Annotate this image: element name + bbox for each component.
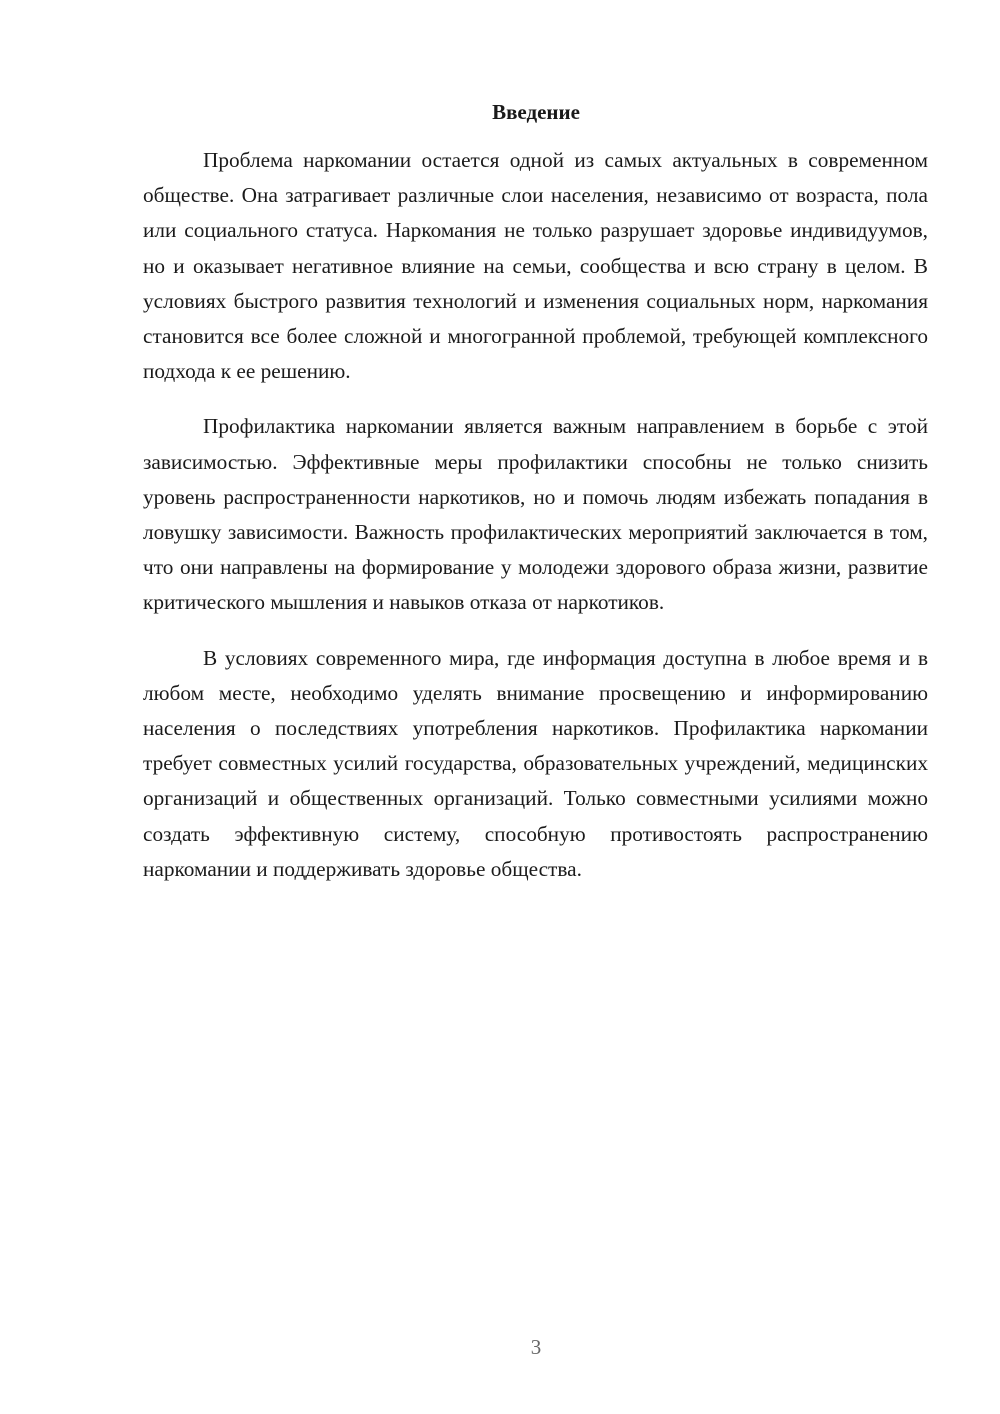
paragraph-2: Профилактика наркомании является важным направлением в борьбе с этой зависимостью. Эффективные меры профилактики способны не только снизить уровень распространенности наркотиков, но и помочь людям избежать попадания в ловушку зависимости. Важность профилактических мероприятий заключается в том, что они направлены на формирование у молодежи здорового образа жизни, развитие критического мышления и навыков отказа от наркотиков. <box>143 414 928 615</box>
paragraph-3: В условиях современного мира, где информация доступна в любое время и в любом месте, необходимо уделять внимание просвещению и информированию населения о последствиях употребления наркотиков. Профилактика наркомании требует совместных усилий государства, образовательных учреждений, медицинских организаций и общественных организаций. Только совместными усилиями можно создать эффективную систему, способную противостоять распространению наркомании и поддерживать здоровье общества. <box>143 645 928 881</box>
paragraph-1: Проблема наркомании остается одной из самых актуальных в современном обществе. Она затрагивает различные слои населения, независимо от возраста, пола или социального статуса. Наркомания не только разрушает здоровье индивидуумов, но и оказывает негативное влияние на семьи, сообщества и всю страну в целом. В условиях быстрого развития технологий и изменения социальных норм, наркомания становится все более сложной и многогранной проблемой, требующей комплексного подхода к ее решению. <box>143 148 928 384</box>
body-text <box>143 143 928 907</box>
page-number: 3 <box>530 1335 542 1359</box>
section-title: Введение <box>492 100 580 124</box>
